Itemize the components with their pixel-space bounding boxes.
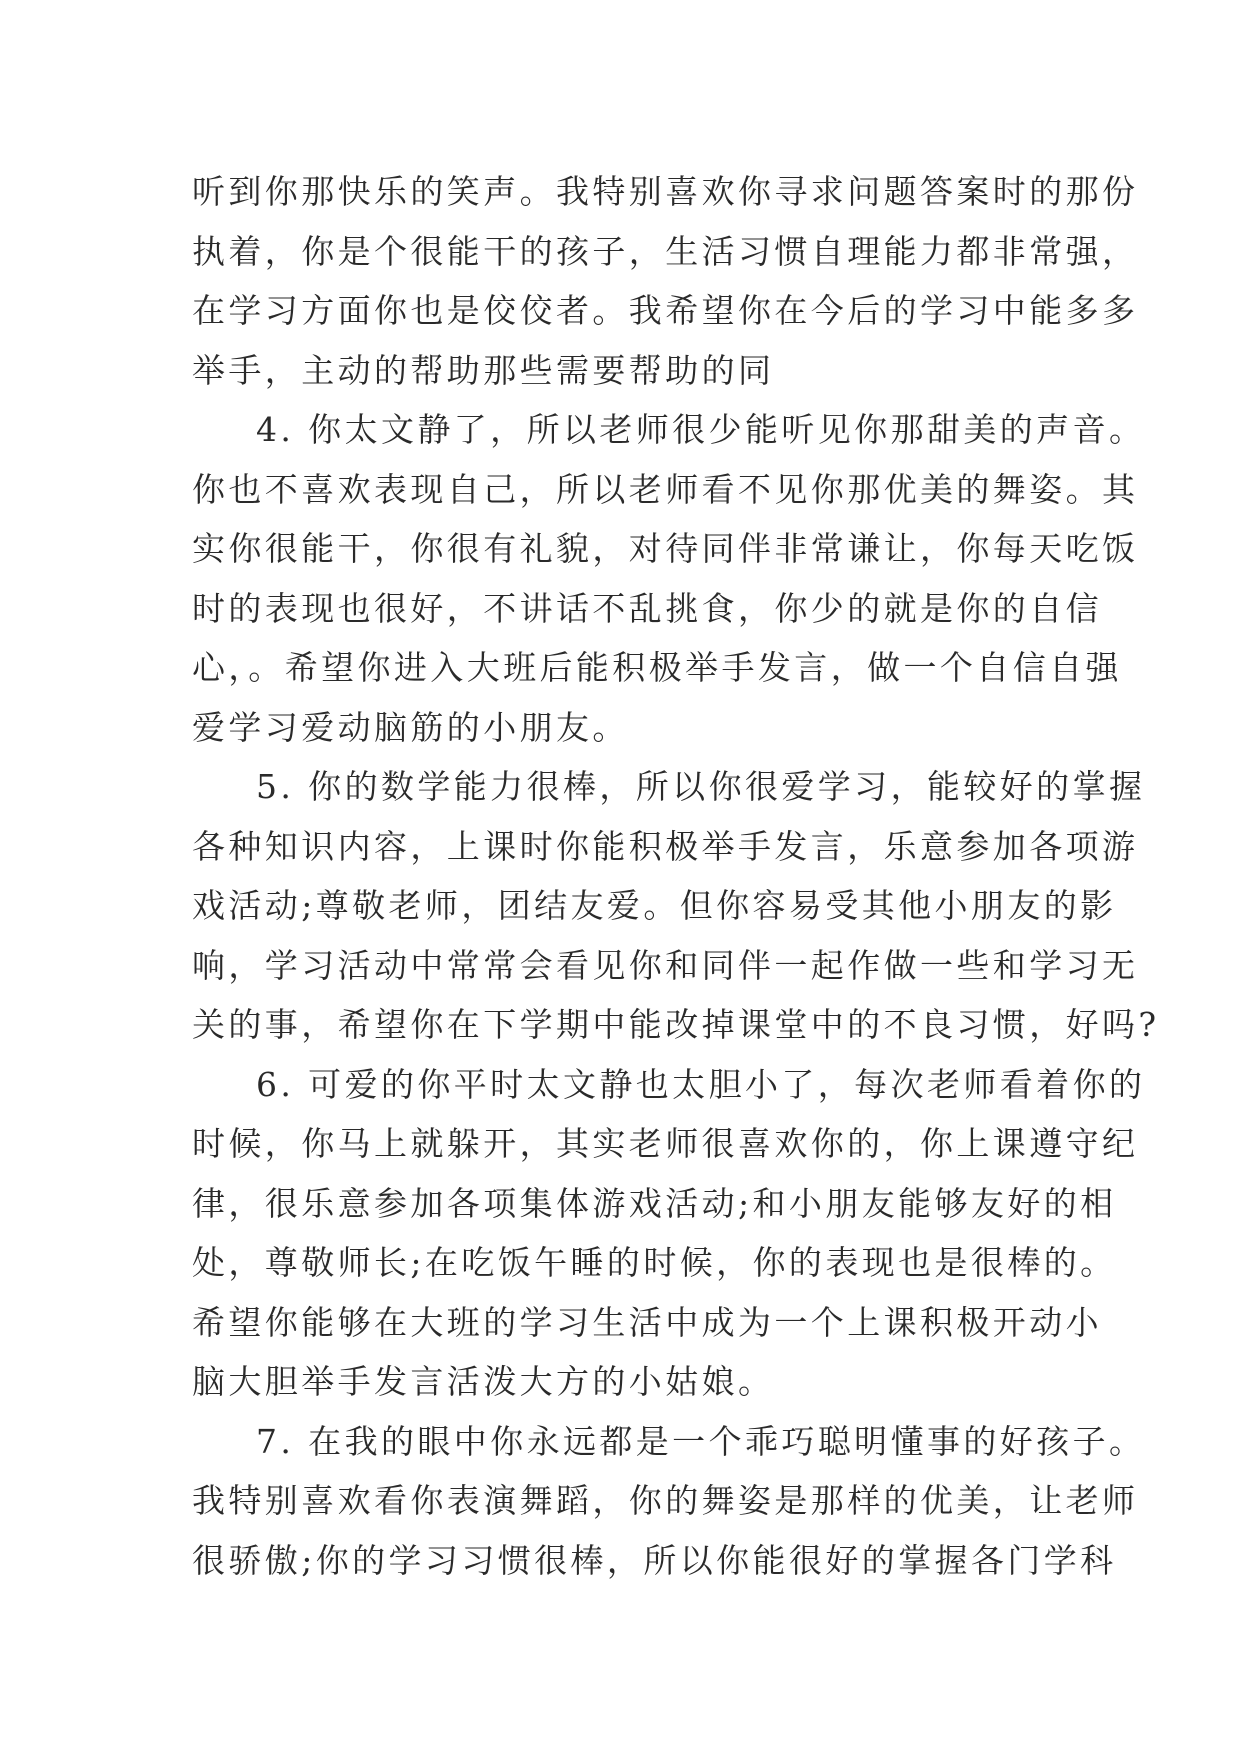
text-line: 响，学习活动中常常会看见你和同伴一起作做一些和学习无 [192, 945, 1139, 985]
text-line: 听到你那快乐的笑声。我特别喜欢你寻求问题答案时的那份 [192, 172, 1139, 211]
text-line: 4. 你太文静了，所以老师很少能听见你那甜美的声音。 [256, 410, 1146, 449]
text-line: 关的事，希望你在下学期中能改掉课堂中的不良习惯，好吗? [192, 1005, 1160, 1044]
text-line: 心，。希望你进入大班后能积极举手发言，做一个自信自强 [192, 648, 1122, 687]
text-line: 时候，你马上就躲开，其实老师很喜欢你的，你上课遵守纪 [192, 1124, 1139, 1163]
document-body [192, 162, 1160, 1590]
text-line: 处，尊敬师长;在吃饭午睡的时候，你的表现也是很棒的。 [192, 1243, 1117, 1282]
text-line: 很骄傲;你的学习习惯很棒，所以你能很好的掌握各门学科 [192, 1540, 1117, 1580]
text-line: 各种知识内容，上课时你能积极举手发言，乐意参加各项游 [192, 826, 1139, 866]
text-line: 时的表现也很好，不讲话不乱挑食，你少的就是你的自信 [192, 588, 1102, 628]
text-line: 我特别喜欢看你表演舞蹈，你的舞姿是那样的优美，让老师 [192, 1481, 1139, 1520]
text-line: 实你很能干，你很有礼貌，对待同伴非常谦让，你每天吃饭 [192, 529, 1139, 568]
text-line: 爱学习爱动脑筋的小朋友。 [192, 707, 629, 747]
text-line: 脑大胆举手发言活泼大方的小姑娘。 [192, 1362, 775, 1401]
text-line: 在学习方面你也是佼佼者。我希望你在今后的学习中能多多 [192, 291, 1139, 330]
text-line: 6. 可爱的你平时太文静也太胆小了，每次老师看着你的 [256, 1064, 1146, 1104]
text-line: 律，很乐意参加各项集体游戏活动;和小朋友能够友好的相 [192, 1183, 1117, 1223]
text-line: 5. 你的数学能力很棒，所以你很爱学习，能较好的掌握 [256, 767, 1146, 806]
text-line: 举手，主动的帮助那些需要帮助的同 [192, 350, 775, 390]
text-line: 你也不喜欢表现自己，所以老师看不见你那优美的舞姿。其 [192, 469, 1139, 509]
text-line: 希望你能够在大班的学习生活中成为一个上课积极开动小 [192, 1302, 1102, 1342]
text-line: 7. 在我的眼中你永远都是一个乖巧聪明懂事的好孩子。 [256, 1421, 1146, 1461]
text-line: 执着，你是个很能干的孩子，生活习惯自理能力都非常强， [192, 231, 1139, 271]
text-line: 戏活动;尊敬老师，团结友爱。但你容易受其他小朋友的影 [192, 886, 1117, 925]
